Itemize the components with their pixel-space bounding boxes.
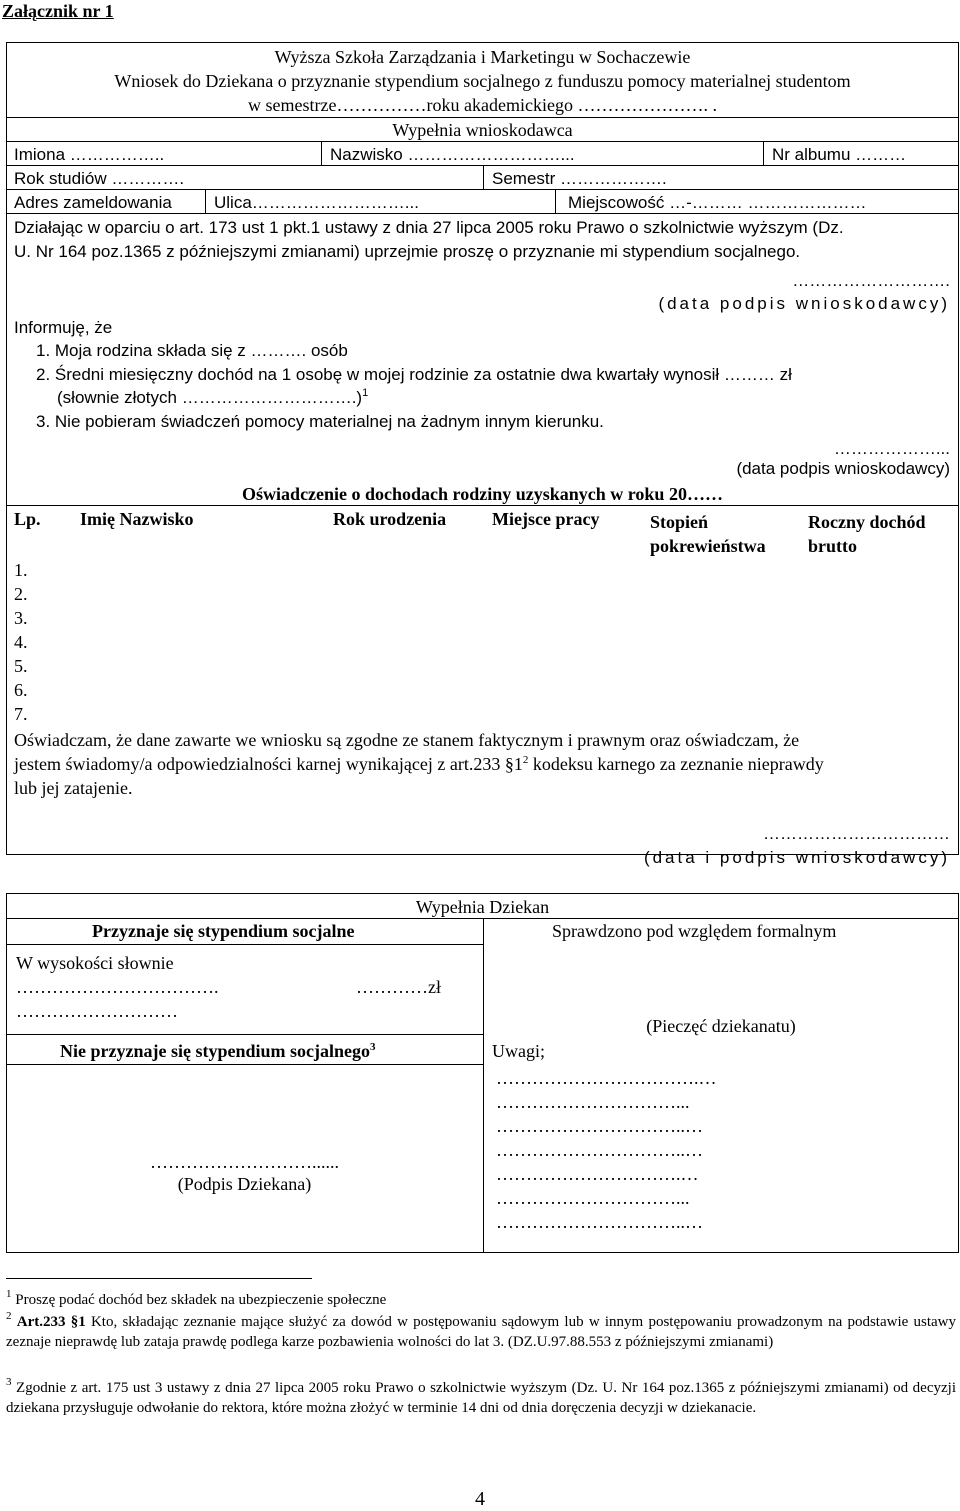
col-relationship: Stopień pokrewieństwa — [650, 512, 766, 556]
signature-label-2: (data podpis wnioskodawcy) — [736, 459, 950, 478]
amount-words-label: W wysokości słownie — [16, 953, 174, 973]
declaration-line3: lub jej zatajenie. — [14, 778, 133, 798]
formal-check-label: Sprawdzono pod względem formalnym — [552, 921, 837, 941]
table-row: 5. — [14, 656, 28, 676]
address-label: Adres zameldowania — [14, 193, 172, 212]
declaration-line1: Oświadczam, że dane zawarte we wniosku są zgodne ze stanem faktycznym i prawnym oraz oświadczam, że — [14, 730, 800, 750]
album-number-field[interactable]: Nr albumu ……… — [772, 145, 907, 164]
footnote-1: $^1$ Proszę podać dochód bez składek na ubezpieczenie społeczne — [6, 1288, 387, 1308]
amount-words-dots[interactable]: ……………………………. — [16, 977, 219, 997]
remark-line[interactable]: …………………………..… — [496, 1140, 703, 1160]
dean-section-title: Wypełnia Dziekan — [415, 897, 550, 917]
table-row: 2. — [14, 584, 28, 604]
income-declaration-title: Oświadczenie o dochodach rodziny uzyskanych w roku 20…… — [242, 484, 723, 504]
study-year-field[interactable]: Rok studiów …………. — [14, 169, 185, 188]
col-lp: Lp. — [14, 509, 41, 529]
average-income-item[interactable]: 2. Średni miesięczny dochód na 1 osobę w mojej rodzinie za ostatnie dwa kwartały wynosił ……… zł — [36, 365, 792, 384]
table-row: 4. — [14, 632, 28, 652]
applicant-section-title: Wypełnia wnioskodawca — [392, 120, 573, 140]
income-in-words[interactable]: (słownie złotych ………………………….)$^1$ — [57, 387, 369, 407]
application-title: Wniosek do Dziekana o przyznanie stypendium socjalnego z funduszu pomocy materialnej studentom — [114, 71, 851, 91]
remark-line[interactable]: …………………………….… — [496, 1068, 717, 1088]
amount-zl[interactable]: …………zł — [356, 977, 441, 997]
semester-line: w semestrze……………roku akademickiego …………………. . — [248, 95, 717, 115]
amount-words-dots-2[interactable]: ……………………… — [16, 1001, 178, 1021]
signature-dots-2: ………………... — [833, 439, 950, 458]
table-row: 7. — [14, 704, 28, 724]
col-workplace: Miejsce pracy — [492, 509, 600, 529]
dean-signature-label: (Podpis Dziekana) — [177, 1174, 312, 1194]
remark-line[interactable]: …………………………... — [496, 1092, 690, 1112]
remark-line[interactable]: …………………………..… — [496, 1116, 703, 1136]
signature-dots-1: ………………………. — [792, 271, 950, 290]
table-row: 1. — [14, 560, 28, 580]
no-other-benefits-item: 3. Nie pobieram świadczeń pomocy materialnej na żadnym innym kierunku. — [36, 412, 604, 431]
surname-field[interactable]: Nazwisko ………………………... — [330, 145, 575, 164]
page-number: 4 — [475, 1488, 485, 1510]
legal-basis-line2: U. Nr 164 poz.1365 z późniejszymi zmianami) uprzejmie proszę o przyznanie mi stypendium socjalnego. — [14, 242, 801, 261]
table-row: 6. — [14, 680, 28, 700]
table-row: 3. — [14, 608, 28, 628]
legal-basis-line1: Działając w oparciu o art. 173 ust 1 pkt.1 ustawy z dnia 27 lipca 2005 roku Prawo o szkolnictwie wyższym (Dz. — [14, 218, 844, 237]
stamp-label: (Pieczęć dziekanatu) — [646, 1016, 796, 1036]
deny-title: Nie przyznaje się stypendium socjalnego$^3$ — [60, 1041, 376, 1061]
col-name: Imię Nazwisko — [80, 509, 194, 529]
col-annual-income: Roczny dochód brutto — [808, 512, 926, 556]
dean-signature-dots: ………………………...... — [150, 1152, 339, 1172]
remarks-label: Uwagi; — [492, 1041, 545, 1061]
attachment-label: Załącznik nr 1 — [2, 1, 114, 21]
town-field[interactable]: Miejscowość …-……… ………………… — [568, 193, 867, 212]
street-field[interactable]: Ulica………………………... — [214, 193, 419, 212]
footnote-3: $^3$ Zgodnie z art. 175 ust 3 ustawy z dnia 27 lipca 2005 roku Prawo o szkolnictwie wyższym (Dz. U. Nr 164 poz.1365 z późniejszymi zmianami) od decyzji dziekana przysługuje odwołanie do rektora, które można złożyć w terminie 14 dni od dnia doręczenia decyzji w dziekanacie. — [6, 1376, 956, 1416]
school-title: Wyższa Szkoła Zarządzania i Marketingu w Sochaczewie — [274, 47, 691, 67]
signature-dots-3: …………………………… — [763, 824, 950, 843]
remark-line[interactable]: …………………………..… — [496, 1212, 703, 1232]
remark-line[interactable]: ………………………….… — [496, 1164, 699, 1184]
remark-line[interactable]: …………………………... — [496, 1188, 690, 1208]
first-names-field[interactable]: Imiona …………….. — [14, 145, 165, 164]
family-size-item[interactable]: 1. Moja rodzina składa się z ………. osób — [36, 341, 348, 360]
inform-label: Informuję, że — [14, 318, 113, 337]
footnote-2: $^2$ Art.233 §1 Kto, składając zeznanie mające służyć za dowód w postępowaniu sądowym lub w innym postępowaniu prowadzonym na podstawie ustawy zeznaje nieprawdę lub zataja prawdę podlega karze pozbawienia wolności do lat 3. (DZ.U.97.88.553 z późniejszymi zmianami) — [6, 1310, 957, 1350]
signature-label-3: (data i podpis wnioskodawcy) — [643, 848, 950, 867]
signature-label-1: (data podpis wnioskodawcy) — [658, 294, 950, 313]
col-birth-year: Rok urodzenia — [333, 509, 447, 529]
declaration-line2: jestem świadomy/a odpowiedzialności karnej wynikającej z art.233 $\S 1^2$ kodeksu karnego za zeznanie nieprawdy — [14, 754, 824, 774]
semester-field[interactable]: Semestr ………………. — [492, 169, 667, 188]
grant-title: Przyznaje się stypendium socjalne — [92, 921, 355, 941]
